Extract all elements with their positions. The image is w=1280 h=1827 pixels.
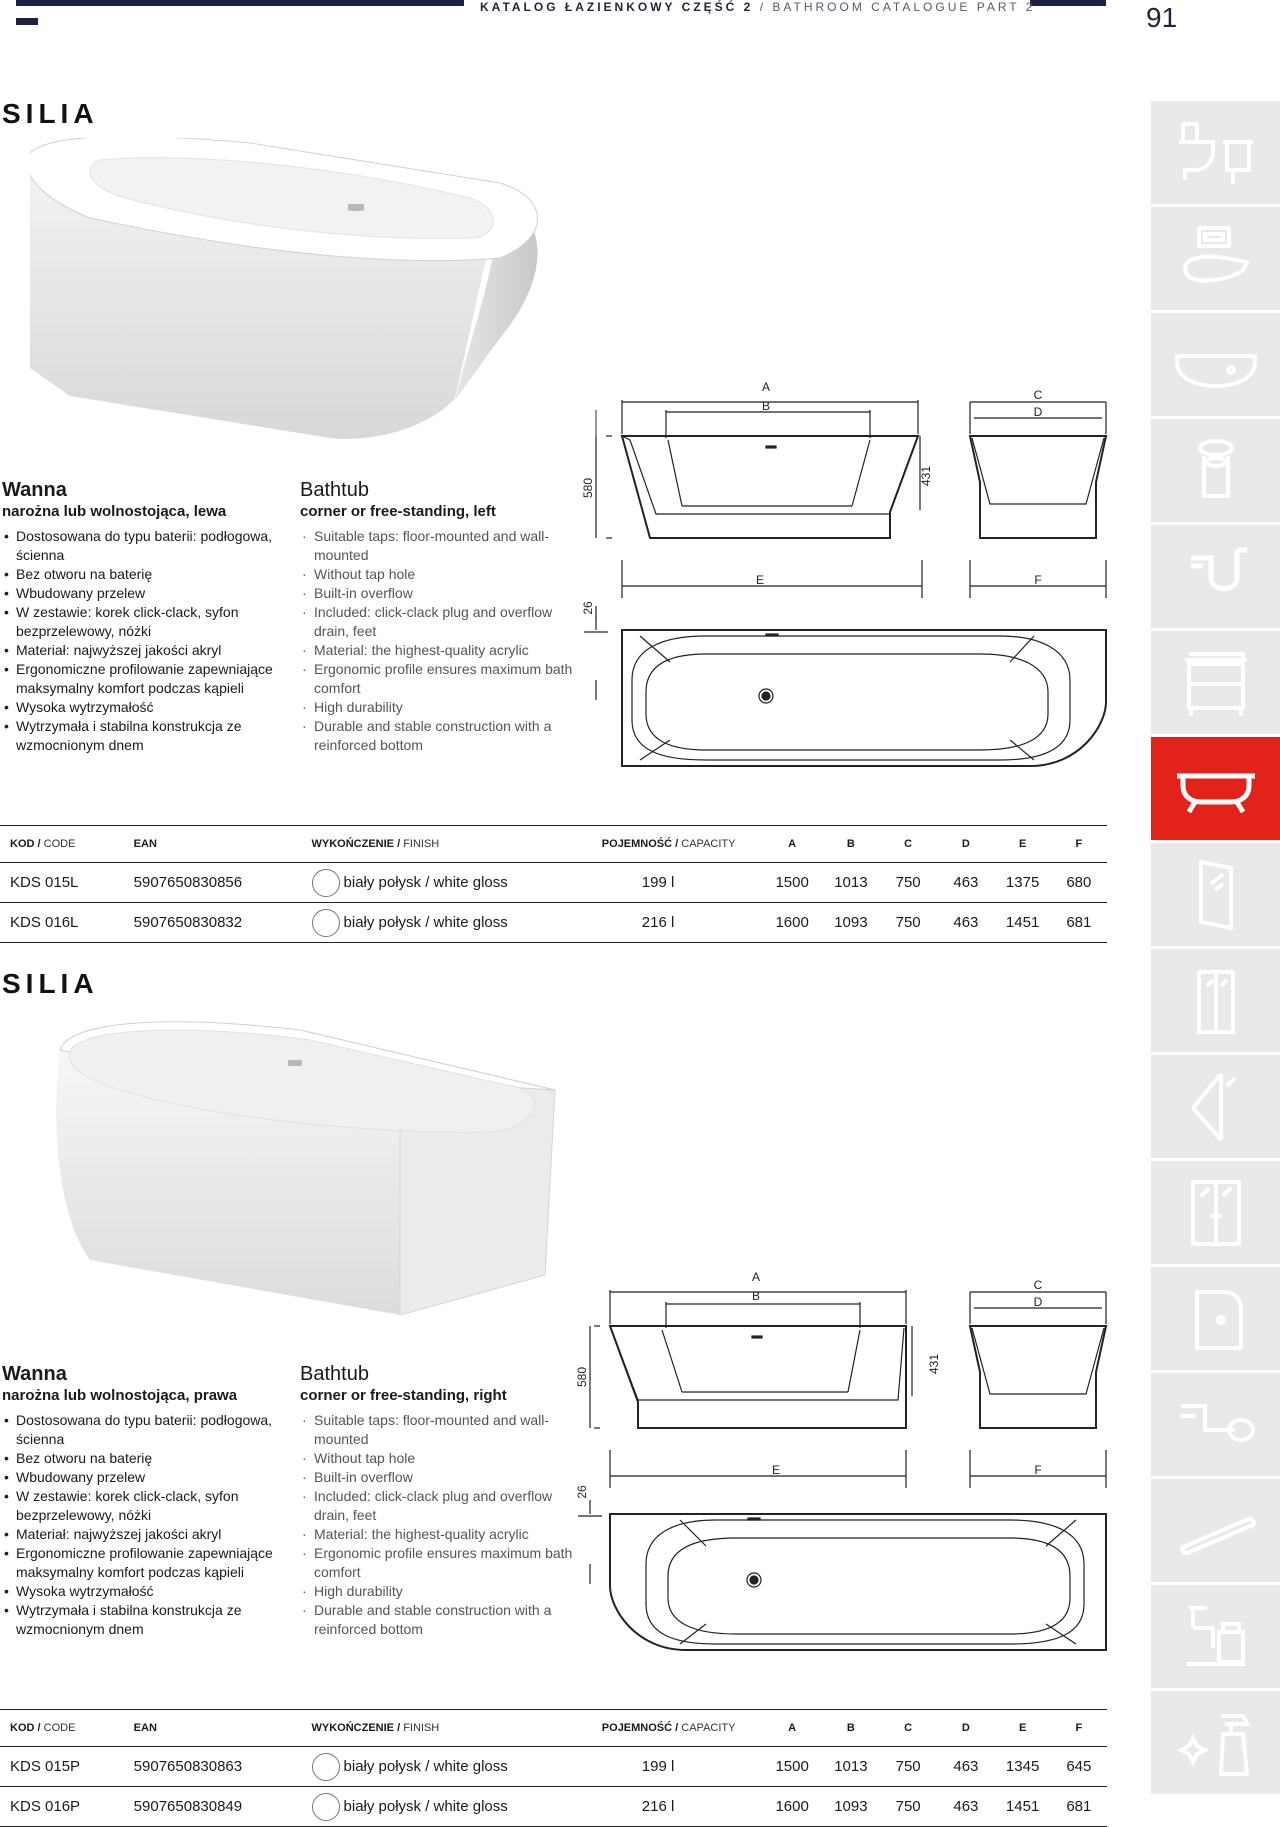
feature-item: · Suitable taps: floor-mounted and wall-mounted (300, 527, 590, 565)
color-swatch-icon (312, 1753, 340, 1781)
cell-f: 680 (1051, 863, 1107, 903)
feature-item: · Without tap hole (300, 565, 590, 584)
feature-item: · Built-in overflow (300, 584, 590, 603)
cell-code: KDS 015P (0, 1747, 124, 1787)
feature-item: · High durability (300, 1582, 590, 1601)
dim-offset: 26 (581, 601, 595, 615)
dim-label-e: E (771, 1463, 781, 1477)
cell-f: 681 (1051, 903, 1107, 943)
dim-offset: 26 (575, 1485, 589, 1499)
vanity-cabinet-icon (1171, 648, 1261, 718)
sidebar-item-accessories[interactable] (1151, 1585, 1280, 1688)
cell-c: 750 (879, 863, 937, 903)
description-en (300, 1362, 590, 1639)
dim-label-c: C (1033, 1278, 1043, 1292)
header-mark (16, 18, 38, 25)
dim-label-d: D (1033, 405, 1043, 419)
feature-item: · Included: click-clack plug and overflow drain, feet (300, 1487, 590, 1525)
header-bar-left (16, 0, 464, 6)
sidebar-item-enclosure[interactable] (1151, 1161, 1280, 1264)
feature-item: • Wysoka wytrzymałość (2, 698, 292, 717)
feature-item: • Wbudowany przelew (2, 1468, 292, 1487)
product-subtype-pl: narożna lub wolnostojąca, lewa (2, 503, 227, 520)
feature-item: • W zestawie: korek click-clack, syfon bezprzelewowy, nóżki (2, 603, 292, 641)
feature-item: • Dostosowana do typu baterii: podłogowa, ścienna (2, 527, 292, 565)
sidebar-item-shower-door[interactable] (1151, 843, 1280, 946)
feature-item: · High durability (300, 698, 590, 717)
cell-a: 1500 (761, 863, 822, 903)
spec-table (0, 1709, 1107, 1827)
cell-capacity: 216 l (592, 1787, 762, 1827)
cell-finish: biały połysk / white gloss (302, 1747, 592, 1787)
col-a: A (761, 1710, 822, 1747)
feature-item: · Included: click-clack plug and overflow drain, feet (300, 603, 590, 641)
feature-item: • Dostosowana do typu baterii: podłogowa, ścienna (2, 1411, 292, 1449)
shower-door-icon (1171, 860, 1261, 930)
feature-item: • Wytrzymała i stabilna konstrukcja ze wzmocnionym dnem (2, 717, 292, 755)
feature-item: • Ergonomiczne profilowanie zapewniające maksymalny komfort podczas kąpieli (2, 1544, 292, 1582)
sidebar-item-washbasin[interactable] (1151, 313, 1280, 416)
shower-cabin-icon (1171, 966, 1261, 1036)
cell-finish: biały połysk / white gloss (302, 863, 592, 903)
cell-code: KDS 015L (0, 863, 124, 903)
bathroom-accessories-icon (1171, 1602, 1261, 1672)
cell-capacity: 216 l (592, 903, 762, 943)
header-bar-right (1030, 0, 1106, 6)
table-row (0, 903, 1107, 943)
sidebar-item-shower-screen[interactable] (1151, 1055, 1280, 1158)
sidebar-item-plug[interactable] (1151, 419, 1280, 522)
feature-item: · Ergonomic profile ensures maximum bath comfort (300, 1544, 590, 1582)
feature-item: • Ergonomiczne profilowanie zapewniające maksymalny komfort podczas kąpieli (2, 660, 292, 698)
bathtub-photo-right (50, 1010, 560, 1330)
product-subtype-en: corner or free-standing, right (300, 1387, 507, 1404)
col-a: A (761, 826, 822, 863)
dim-label-b: B (761, 399, 771, 413)
siphon-plug-icon (1171, 436, 1261, 506)
shower-screen-icon (1171, 1072, 1261, 1142)
description-pl (2, 1362, 292, 1639)
dim-label-f: F (1034, 1463, 1042, 1477)
product-name: SILIA (2, 98, 99, 129)
feature-item: • Wytrzymała i stabilna konstrukcja ze wzmocnionym dnem (2, 1601, 292, 1639)
cell-d: 463 (937, 1787, 994, 1827)
technical-drawing-right (570, 1264, 1110, 1654)
dim-height-total: 580 (581, 477, 595, 499)
cell-e: 1375 (995, 863, 1051, 903)
sidebar-item-siphon[interactable] (1151, 525, 1280, 628)
feature-item: • Materiał: najwyższej jakości akryl (2, 641, 292, 660)
sidebar-item-linear-drain[interactable] (1151, 1479, 1280, 1582)
col-capacity: POJEMNOŚĆ / CAPACITY (592, 826, 762, 863)
cell-code: KDS 016P (0, 1787, 124, 1827)
shower-tray-icon (1171, 1284, 1261, 1354)
cell-b: 1013 (823, 863, 879, 903)
cell-b: 1093 (823, 1787, 879, 1827)
col-e: E (995, 826, 1051, 863)
color-swatch-icon (312, 909, 340, 937)
col-code: KOD / CODE (0, 1710, 124, 1747)
table-row (0, 1747, 1107, 1787)
table-row (0, 1787, 1107, 1827)
cell-d: 463 (937, 903, 994, 943)
dim-label-a: A (751, 1270, 761, 1284)
cell-c: 750 (879, 1747, 937, 1787)
col-code: KOD / CODE (0, 826, 124, 863)
cell-e: 1345 (995, 1747, 1051, 1787)
cell-d: 463 (937, 1747, 994, 1787)
product-type-pl: Wanna (2, 1363, 67, 1385)
dim-height-inner: 431 (927, 1353, 941, 1375)
sidebar-item-shower-cabin[interactable] (1151, 949, 1280, 1052)
feature-item: · Durable and stable construction with a reinforced bottom (300, 1601, 590, 1639)
cell-d: 463 (937, 863, 994, 903)
toilet-seat-flush-plate-icon (1171, 224, 1261, 294)
feature-item: · Material: the highest-quality acrylic (300, 641, 590, 660)
cell-code: KDS 016L (0, 903, 124, 943)
cell-a: 1500 (761, 1747, 822, 1787)
product-type-en: Bathtub (300, 479, 369, 501)
feature-item: • Wbudowany przelew (2, 584, 292, 603)
sidebar-item-drain[interactable] (1151, 1373, 1280, 1476)
cell-finish: biały połysk / white gloss (302, 1787, 592, 1827)
category-sidebar (1151, 101, 1280, 1797)
siphon-pipe-icon (1171, 542, 1261, 612)
feature-item: · Built-in overflow (300, 1468, 590, 1487)
cell-ean: 5907650830863 (124, 1747, 302, 1787)
col-b: B (823, 1710, 879, 1747)
bathtub-photo-left (30, 138, 580, 448)
col-finish: WYKOŃCZENIE / FINISH (302, 826, 592, 863)
cell-ean: 5907650830849 (124, 1787, 302, 1827)
cell-c: 750 (879, 903, 937, 943)
product-type-pl: Wanna (2, 479, 67, 501)
dim-label-b: B (751, 1289, 761, 1303)
description-en (300, 478, 590, 755)
cell-e: 1451 (995, 903, 1051, 943)
bathtub-icon (1171, 754, 1261, 824)
cell-a: 1600 (761, 1787, 822, 1827)
feature-item: · Ergonomic profile ensures maximum bath comfort (300, 660, 590, 698)
dim-label-a: A (761, 380, 771, 394)
cell-ean: 5907650830856 (124, 863, 302, 903)
cell-capacity: 199 l (592, 1747, 762, 1787)
feature-item: • Bez otworu na baterię (2, 1449, 292, 1468)
cell-b: 1013 (823, 1747, 879, 1787)
sidebar-item-wc[interactable] (1151, 101, 1280, 204)
table-row (0, 863, 1107, 903)
washbasin-icon (1171, 330, 1261, 400)
sidebar-item-seat[interactable] (1151, 207, 1280, 310)
feature-item: · Durable and stable construction with a reinforced bottom (300, 717, 590, 755)
wc-washbasin-icon (1171, 118, 1261, 188)
product-name: SILIA (2, 968, 99, 999)
col-f: F (1051, 1710, 1107, 1747)
col-ean: EAN (124, 826, 302, 863)
page-number: 91 (1146, 2, 1178, 33)
cell-c: 750 (879, 1787, 937, 1827)
dim-label-f: F (1034, 573, 1042, 587)
col-c: C (879, 1710, 937, 1747)
feature-item: • W zestawie: korek click-clack, syfon bezprzelewowy, nóżki (2, 1487, 292, 1525)
cleaning-products-icon (1171, 1708, 1261, 1778)
cell-capacity: 199 l (592, 863, 762, 903)
color-swatch-icon (312, 1793, 340, 1821)
cell-f: 645 (1051, 1747, 1107, 1787)
sidebar-item-vanity[interactable] (1151, 631, 1280, 734)
shower-enclosure-icon (1171, 1178, 1261, 1248)
catalogue-title: KATALOG ŁAZIENKOWY CZĘŚĆ 2 / BATHROOM CATALOGUE PART 2 (480, 0, 1036, 14)
col-ean: EAN (124, 1710, 302, 1747)
col-b: B (823, 826, 879, 863)
dim-label-c: C (1033, 388, 1043, 402)
sidebar-item-tray[interactable] (1151, 1267, 1280, 1370)
col-f: F (1051, 826, 1107, 863)
sidebar-item-bathtubs[interactable] (1151, 737, 1280, 840)
spec-table (0, 825, 1107, 943)
linear-drain-icon (1171, 1496, 1261, 1566)
cell-b: 1093 (823, 903, 879, 943)
col-d: D (937, 1710, 994, 1747)
feature-item: · Material: the highest-quality acrylic (300, 1525, 590, 1544)
feature-item: • Bez otworu na baterię (2, 565, 292, 584)
product-subtype-pl: narożna lub wolnostojąca, prawa (2, 1387, 238, 1404)
cell-a: 1600 (761, 903, 822, 943)
product-subtype-en: corner or free-standing, left (300, 503, 496, 520)
col-c: C (879, 826, 937, 863)
color-swatch-icon (312, 869, 340, 897)
feature-item: · Without tap hole (300, 1449, 590, 1468)
col-d: D (937, 826, 994, 863)
col-finish: WYKOŃCZENIE / FINISH (302, 1710, 592, 1747)
cell-finish: biały połysk / white gloss (302, 903, 592, 943)
dim-height-inner: 431 (919, 465, 933, 487)
product-type-en: Bathtub (300, 1363, 369, 1385)
cell-ean: 5907650830832 (124, 903, 302, 943)
technical-drawing-left (570, 380, 1110, 770)
cell-e: 1451 (995, 1787, 1051, 1827)
col-e: E (995, 1710, 1051, 1747)
drain-siphon-icon (1171, 1390, 1261, 1460)
description-pl (2, 478, 292, 755)
cell-f: 681 (1051, 1787, 1107, 1827)
feature-item: · Suitable taps: floor-mounted and wall-mounted (300, 1411, 590, 1449)
feature-item: • Materiał: najwyższej jakości akryl (2, 1525, 292, 1544)
sidebar-item-cleaning[interactable] (1151, 1691, 1280, 1794)
dim-label-d: D (1033, 1295, 1043, 1309)
dim-height-total: 580 (575, 1366, 589, 1388)
dim-label-e: E (755, 573, 765, 587)
col-capacity: POJEMNOŚĆ / CAPACITY (592, 1710, 762, 1747)
feature-item: • Wysoka wytrzymałość (2, 1582, 292, 1601)
